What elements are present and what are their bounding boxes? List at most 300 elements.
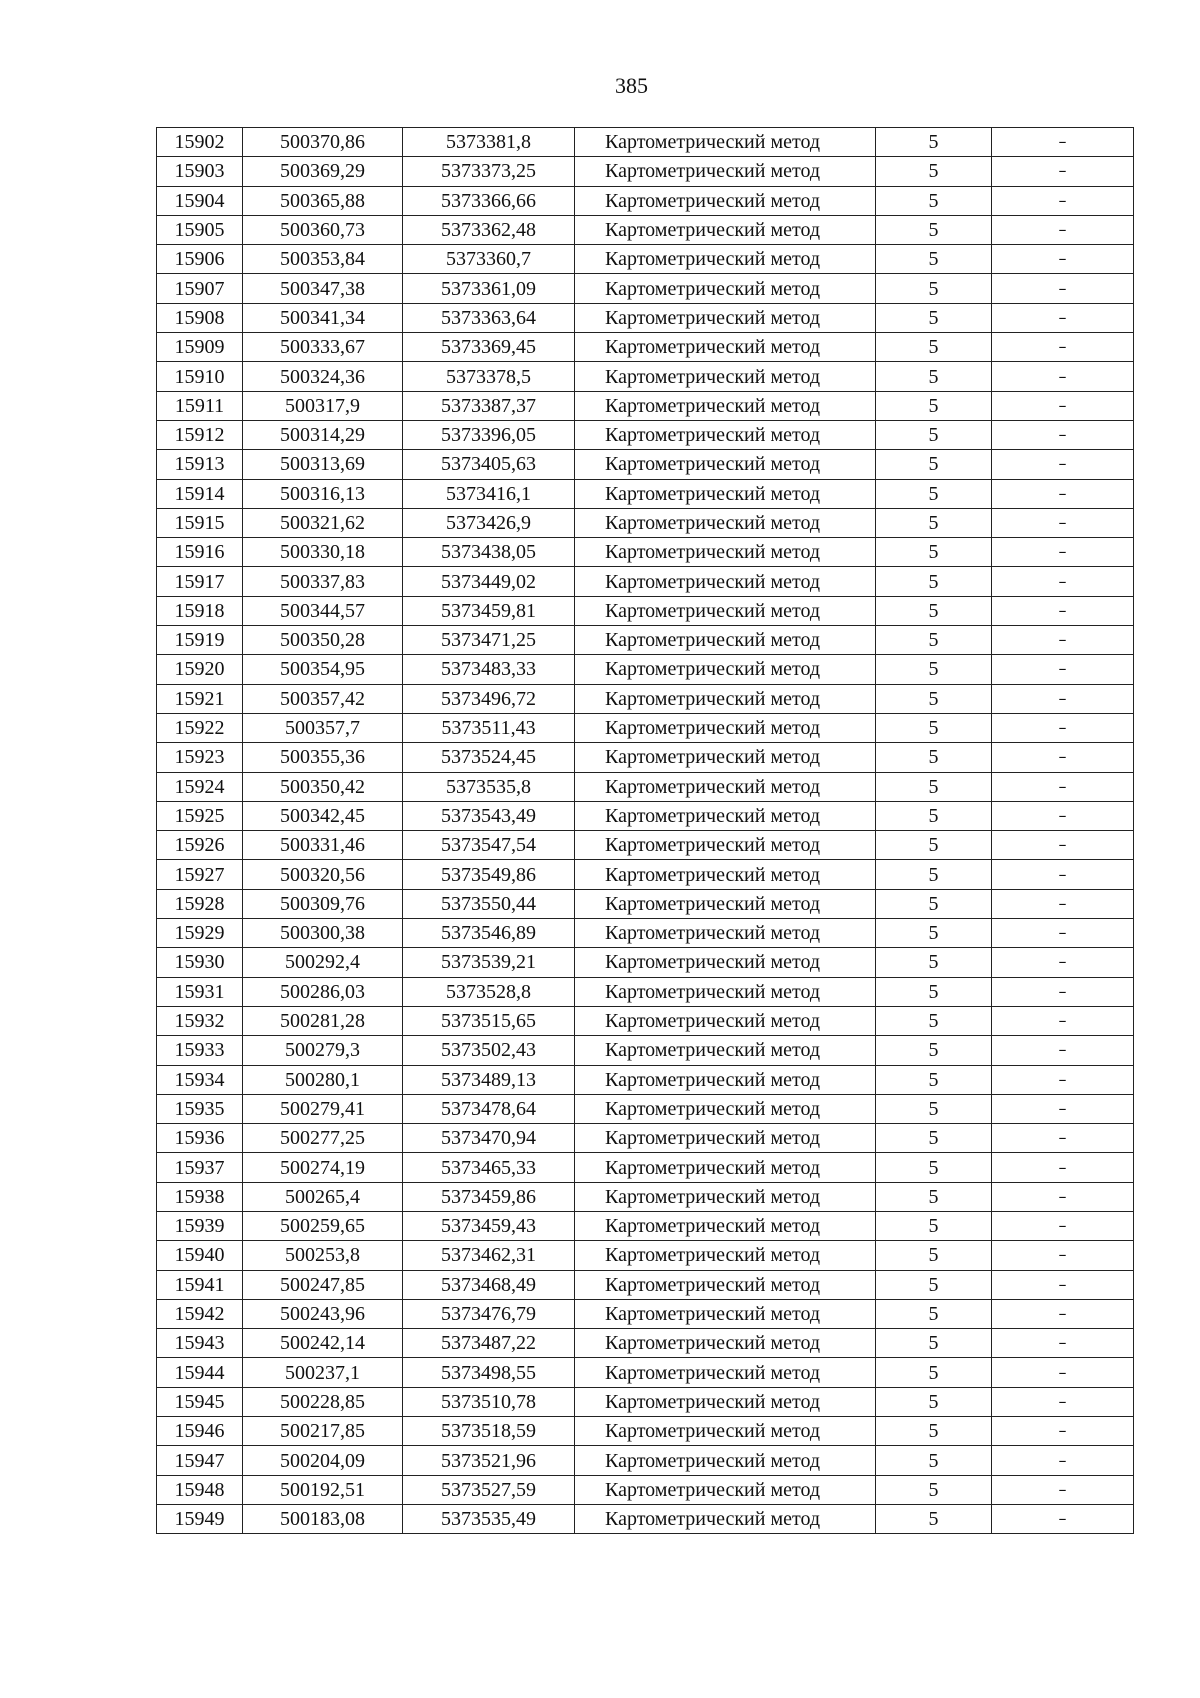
cell-point-number: 15934 bbox=[157, 1065, 243, 1094]
cell-x-coordinate: 500183,08 bbox=[243, 1504, 403, 1533]
cell-description: – bbox=[992, 1299, 1134, 1328]
table-row bbox=[157, 157, 1134, 186]
cell-x-coordinate: 500281,28 bbox=[243, 1006, 403, 1035]
cell-point-number: 15946 bbox=[157, 1417, 243, 1446]
cell-point-number: 15924 bbox=[157, 772, 243, 801]
cell-point-number: 15949 bbox=[157, 1504, 243, 1533]
cell-x-coordinate: 500342,45 bbox=[243, 801, 403, 830]
cell-method: Картометрический метод bbox=[575, 1241, 876, 1270]
cell-description: – bbox=[992, 157, 1134, 186]
cell-description: – bbox=[992, 245, 1134, 274]
cell-point-number: 15936 bbox=[157, 1124, 243, 1153]
table-row bbox=[157, 948, 1134, 977]
cell-point-number: 15931 bbox=[157, 977, 243, 1006]
cell-y-coordinate: 5373476,79 bbox=[403, 1299, 575, 1328]
cell-description: – bbox=[992, 274, 1134, 303]
cell-method: Картометрический метод bbox=[575, 450, 876, 479]
cell-x-coordinate: 500344,57 bbox=[243, 596, 403, 625]
table-row bbox=[157, 450, 1134, 479]
cell-description: – bbox=[992, 772, 1134, 801]
cell-method: Картометрический метод bbox=[575, 626, 876, 655]
cell-y-coordinate: 5373487,22 bbox=[403, 1329, 575, 1358]
cell-y-coordinate: 5373550,44 bbox=[403, 889, 575, 918]
cell-description: – bbox=[992, 1358, 1134, 1387]
cell-accuracy: 5 bbox=[876, 1299, 992, 1328]
table-row bbox=[157, 303, 1134, 332]
table-row bbox=[157, 1270, 1134, 1299]
cell-description: – bbox=[992, 1211, 1134, 1240]
cell-x-coordinate: 500333,67 bbox=[243, 333, 403, 362]
table-row bbox=[157, 1417, 1134, 1446]
cell-method: Картометрический метод bbox=[575, 1358, 876, 1387]
cell-y-coordinate: 5373535,49 bbox=[403, 1504, 575, 1533]
cell-accuracy: 5 bbox=[876, 1504, 992, 1533]
cell-x-coordinate: 500274,19 bbox=[243, 1153, 403, 1182]
cell-x-coordinate: 500247,85 bbox=[243, 1270, 403, 1299]
cell-method: Картометрический метод bbox=[575, 1006, 876, 1035]
cell-description: – bbox=[992, 889, 1134, 918]
cell-accuracy: 5 bbox=[876, 713, 992, 742]
table-row bbox=[157, 1211, 1134, 1240]
cell-y-coordinate: 5373524,45 bbox=[403, 743, 575, 772]
cell-accuracy: 5 bbox=[876, 1358, 992, 1387]
cell-point-number: 15902 bbox=[157, 128, 243, 157]
table-row bbox=[157, 1358, 1134, 1387]
page-number: 385 bbox=[615, 73, 648, 98]
cell-point-number: 15945 bbox=[157, 1387, 243, 1416]
cell-method: Картометрический метод bbox=[575, 831, 876, 860]
cell-y-coordinate: 5373362,48 bbox=[403, 215, 575, 244]
cell-point-number: 15922 bbox=[157, 713, 243, 742]
table-row bbox=[157, 1182, 1134, 1211]
cell-accuracy: 5 bbox=[876, 1006, 992, 1035]
cell-accuracy: 5 bbox=[876, 1446, 992, 1475]
cell-description: – bbox=[992, 391, 1134, 420]
cell-y-coordinate: 5373549,86 bbox=[403, 860, 575, 889]
table-row bbox=[157, 1504, 1134, 1533]
cell-point-number: 15948 bbox=[157, 1475, 243, 1504]
table-row bbox=[157, 801, 1134, 830]
cell-y-coordinate: 5373511,43 bbox=[403, 713, 575, 742]
table-row bbox=[157, 831, 1134, 860]
cell-description: – bbox=[992, 1241, 1134, 1270]
cell-y-coordinate: 5373468,49 bbox=[403, 1270, 575, 1299]
cell-x-coordinate: 500243,96 bbox=[243, 1299, 403, 1328]
table-row bbox=[157, 538, 1134, 567]
cell-y-coordinate: 5373378,5 bbox=[403, 362, 575, 391]
cell-point-number: 15941 bbox=[157, 1270, 243, 1299]
cell-method: Картометрический метод bbox=[575, 186, 876, 215]
cell-x-coordinate: 500347,38 bbox=[243, 274, 403, 303]
cell-x-coordinate: 500242,14 bbox=[243, 1329, 403, 1358]
cell-y-coordinate: 5373405,63 bbox=[403, 450, 575, 479]
cell-description: – bbox=[992, 538, 1134, 567]
cell-description: – bbox=[992, 303, 1134, 332]
table-row bbox=[157, 391, 1134, 420]
cell-description: – bbox=[992, 860, 1134, 889]
cell-accuracy: 5 bbox=[876, 860, 992, 889]
cell-accuracy: 5 bbox=[876, 245, 992, 274]
cell-point-number: 15944 bbox=[157, 1358, 243, 1387]
cell-point-number: 15938 bbox=[157, 1182, 243, 1211]
cell-point-number: 15923 bbox=[157, 743, 243, 772]
cell-accuracy: 5 bbox=[876, 157, 992, 186]
cell-method: Картометрический метод bbox=[575, 889, 876, 918]
table-row bbox=[157, 1036, 1134, 1065]
cell-description: – bbox=[992, 1504, 1134, 1533]
cell-point-number: 15908 bbox=[157, 303, 243, 332]
table-row bbox=[157, 186, 1134, 215]
cell-accuracy: 5 bbox=[876, 1329, 992, 1358]
table-row bbox=[157, 333, 1134, 362]
cell-y-coordinate: 5373387,37 bbox=[403, 391, 575, 420]
cell-point-number: 15906 bbox=[157, 245, 243, 274]
cell-x-coordinate: 500228,85 bbox=[243, 1387, 403, 1416]
cell-x-coordinate: 500309,76 bbox=[243, 889, 403, 918]
table-row bbox=[157, 860, 1134, 889]
cell-accuracy: 5 bbox=[876, 626, 992, 655]
cell-accuracy: 5 bbox=[876, 919, 992, 948]
cell-x-coordinate: 500217,85 bbox=[243, 1417, 403, 1446]
cell-description: – bbox=[992, 1036, 1134, 1065]
cell-description: – bbox=[992, 831, 1134, 860]
cell-description: – bbox=[992, 508, 1134, 537]
cell-accuracy: 5 bbox=[876, 684, 992, 713]
table-row bbox=[157, 626, 1134, 655]
cell-point-number: 15907 bbox=[157, 274, 243, 303]
cell-method: Картометрический метод bbox=[575, 948, 876, 977]
cell-description: – bbox=[992, 450, 1134, 479]
cell-point-number: 15947 bbox=[157, 1446, 243, 1475]
cell-x-coordinate: 500253,8 bbox=[243, 1241, 403, 1270]
cell-accuracy: 5 bbox=[876, 450, 992, 479]
cell-description: – bbox=[992, 596, 1134, 625]
cell-method: Картометрический метод bbox=[575, 596, 876, 625]
cell-accuracy: 5 bbox=[876, 1065, 992, 1094]
cell-description: – bbox=[992, 919, 1134, 948]
cell-y-coordinate: 5373416,1 bbox=[403, 479, 575, 508]
cell-accuracy: 5 bbox=[876, 1475, 992, 1504]
cell-x-coordinate: 500321,62 bbox=[243, 508, 403, 537]
cell-x-coordinate: 500313,69 bbox=[243, 450, 403, 479]
table-row bbox=[157, 1153, 1134, 1182]
cell-point-number: 15917 bbox=[157, 567, 243, 596]
cell-x-coordinate: 500331,46 bbox=[243, 831, 403, 860]
cell-description: – bbox=[992, 743, 1134, 772]
cell-y-coordinate: 5373498,55 bbox=[403, 1358, 575, 1387]
cell-method: Картометрический метод bbox=[575, 1504, 876, 1533]
cell-description: – bbox=[992, 1329, 1134, 1358]
cell-method: Картометрический метод bbox=[575, 303, 876, 332]
table-row bbox=[157, 1475, 1134, 1504]
cell-method: Картометрический метод bbox=[575, 1182, 876, 1211]
table-row bbox=[157, 1329, 1134, 1358]
table-row bbox=[157, 1446, 1134, 1475]
cell-point-number: 15935 bbox=[157, 1094, 243, 1123]
cell-method: Картометрический метод bbox=[575, 362, 876, 391]
cell-method: Картометрический метод bbox=[575, 538, 876, 567]
cell-accuracy: 5 bbox=[876, 1270, 992, 1299]
table-row bbox=[157, 977, 1134, 1006]
cell-description: – bbox=[992, 1475, 1134, 1504]
cell-y-coordinate: 5373438,05 bbox=[403, 538, 575, 567]
table-row bbox=[157, 713, 1134, 742]
cell-x-coordinate: 500337,83 bbox=[243, 567, 403, 596]
cell-accuracy: 5 bbox=[876, 743, 992, 772]
cell-point-number: 15916 bbox=[157, 538, 243, 567]
cell-x-coordinate: 500357,7 bbox=[243, 713, 403, 742]
cell-x-coordinate: 500320,56 bbox=[243, 860, 403, 889]
cell-method: Картометрический метод bbox=[575, 801, 876, 830]
coordinates-table bbox=[156, 127, 1134, 1534]
cell-y-coordinate: 5373470,94 bbox=[403, 1124, 575, 1153]
cell-description: – bbox=[992, 333, 1134, 362]
cell-description: – bbox=[992, 420, 1134, 449]
cell-y-coordinate: 5373547,54 bbox=[403, 831, 575, 860]
cell-accuracy: 5 bbox=[876, 1417, 992, 1446]
cell-x-coordinate: 500353,84 bbox=[243, 245, 403, 274]
cell-point-number: 15903 bbox=[157, 157, 243, 186]
cell-accuracy: 5 bbox=[876, 1094, 992, 1123]
cell-y-coordinate: 5373369,45 bbox=[403, 333, 575, 362]
cell-description: – bbox=[992, 1153, 1134, 1182]
cell-y-coordinate: 5373471,25 bbox=[403, 626, 575, 655]
cell-method: Картометрический метод bbox=[575, 215, 876, 244]
cell-y-coordinate: 5373543,49 bbox=[403, 801, 575, 830]
cell-y-coordinate: 5373396,05 bbox=[403, 420, 575, 449]
cell-description: – bbox=[992, 1387, 1134, 1416]
cell-description: – bbox=[992, 1006, 1134, 1035]
table-row bbox=[157, 245, 1134, 274]
cell-method: Картометрический метод bbox=[575, 977, 876, 1006]
cell-point-number: 15930 bbox=[157, 948, 243, 977]
cell-x-coordinate: 500350,42 bbox=[243, 772, 403, 801]
cell-point-number: 15910 bbox=[157, 362, 243, 391]
cell-accuracy: 5 bbox=[876, 977, 992, 1006]
cell-point-number: 15929 bbox=[157, 919, 243, 948]
cell-x-coordinate: 500357,42 bbox=[243, 684, 403, 713]
table-row bbox=[157, 684, 1134, 713]
cell-accuracy: 5 bbox=[876, 186, 992, 215]
table-row bbox=[157, 1094, 1134, 1123]
cell-method: Картометрический метод bbox=[575, 245, 876, 274]
cell-x-coordinate: 500237,1 bbox=[243, 1358, 403, 1387]
cell-accuracy: 5 bbox=[876, 303, 992, 332]
cell-x-coordinate: 500314,29 bbox=[243, 420, 403, 449]
cell-y-coordinate: 5373366,66 bbox=[403, 186, 575, 215]
cell-x-coordinate: 500341,34 bbox=[243, 303, 403, 332]
cell-y-coordinate: 5373459,86 bbox=[403, 1182, 575, 1211]
cell-method: Картометрический метод bbox=[575, 1211, 876, 1240]
cell-description: – bbox=[992, 626, 1134, 655]
cell-y-coordinate: 5373449,02 bbox=[403, 567, 575, 596]
coordinates-table-body bbox=[157, 128, 1134, 1534]
cell-method: Картометрический метод bbox=[575, 772, 876, 801]
cell-point-number: 15933 bbox=[157, 1036, 243, 1065]
cell-method: Картометрический метод bbox=[575, 1153, 876, 1182]
cell-x-coordinate: 500330,18 bbox=[243, 538, 403, 567]
cell-y-coordinate: 5373527,59 bbox=[403, 1475, 575, 1504]
cell-y-coordinate: 5373459,43 bbox=[403, 1211, 575, 1240]
cell-point-number: 15914 bbox=[157, 479, 243, 508]
cell-point-number: 15909 bbox=[157, 333, 243, 362]
cell-accuracy: 5 bbox=[876, 333, 992, 362]
table-row bbox=[157, 1006, 1134, 1035]
cell-method: Картометрический метод bbox=[575, 1036, 876, 1065]
table-row bbox=[157, 743, 1134, 772]
cell-y-coordinate: 5373478,64 bbox=[403, 1094, 575, 1123]
cell-point-number: 15939 bbox=[157, 1211, 243, 1240]
cell-description: – bbox=[992, 1417, 1134, 1446]
cell-point-number: 15932 bbox=[157, 1006, 243, 1035]
cell-method: Картометрический метод bbox=[575, 1065, 876, 1094]
cell-accuracy: 5 bbox=[876, 567, 992, 596]
cell-point-number: 15943 bbox=[157, 1329, 243, 1358]
cell-y-coordinate: 5373535,8 bbox=[403, 772, 575, 801]
cell-y-coordinate: 5373465,33 bbox=[403, 1153, 575, 1182]
table-row bbox=[157, 1299, 1134, 1328]
cell-point-number: 15925 bbox=[157, 801, 243, 830]
cell-x-coordinate: 500354,95 bbox=[243, 655, 403, 684]
cell-y-coordinate: 5373373,25 bbox=[403, 157, 575, 186]
cell-x-coordinate: 500265,4 bbox=[243, 1182, 403, 1211]
table-row bbox=[157, 567, 1134, 596]
cell-method: Картометрический метод bbox=[575, 655, 876, 684]
cell-y-coordinate: 5373462,31 bbox=[403, 1241, 575, 1270]
cell-method: Картометрический метод bbox=[575, 743, 876, 772]
table-row bbox=[157, 1241, 1134, 1270]
cell-method: Картометрический метод bbox=[575, 479, 876, 508]
cell-method: Картометрический метод bbox=[575, 713, 876, 742]
cell-accuracy: 5 bbox=[876, 596, 992, 625]
cell-method: Картометрический метод bbox=[575, 420, 876, 449]
cell-x-coordinate: 500317,9 bbox=[243, 391, 403, 420]
cell-y-coordinate: 5373489,13 bbox=[403, 1065, 575, 1094]
cell-point-number: 15920 bbox=[157, 655, 243, 684]
cell-accuracy: 5 bbox=[876, 889, 992, 918]
cell-method: Картометрический метод bbox=[575, 1094, 876, 1123]
cell-method: Картометрический метод bbox=[575, 1446, 876, 1475]
table-row bbox=[157, 479, 1134, 508]
cell-point-number: 15927 bbox=[157, 860, 243, 889]
cell-accuracy: 5 bbox=[876, 479, 992, 508]
cell-point-number: 15912 bbox=[157, 420, 243, 449]
cell-accuracy: 5 bbox=[876, 1182, 992, 1211]
cell-accuracy: 5 bbox=[876, 1387, 992, 1416]
cell-y-coordinate: 5373381,8 bbox=[403, 128, 575, 157]
cell-y-coordinate: 5373459,81 bbox=[403, 596, 575, 625]
cell-x-coordinate: 500192,51 bbox=[243, 1475, 403, 1504]
cell-y-coordinate: 5373515,65 bbox=[403, 1006, 575, 1035]
table-row bbox=[157, 596, 1134, 625]
cell-description: – bbox=[992, 1182, 1134, 1211]
cell-accuracy: 5 bbox=[876, 508, 992, 537]
cell-point-number: 15904 bbox=[157, 186, 243, 215]
table-row bbox=[157, 919, 1134, 948]
cell-description: – bbox=[992, 1270, 1134, 1299]
cell-accuracy: 5 bbox=[876, 1153, 992, 1182]
cell-x-coordinate: 500370,86 bbox=[243, 128, 403, 157]
cell-accuracy: 5 bbox=[876, 215, 992, 244]
cell-point-number: 15919 bbox=[157, 626, 243, 655]
cell-point-number: 15911 bbox=[157, 391, 243, 420]
cell-method: Картометрический метод bbox=[575, 157, 876, 186]
cell-method: Картометрический метод bbox=[575, 919, 876, 948]
cell-point-number: 15942 bbox=[157, 1299, 243, 1328]
cell-method: Картометрический метод bbox=[575, 128, 876, 157]
cell-x-coordinate: 500292,4 bbox=[243, 948, 403, 977]
table-row bbox=[157, 772, 1134, 801]
cell-accuracy: 5 bbox=[876, 128, 992, 157]
cell-method: Картометрический метод bbox=[575, 1124, 876, 1153]
table-row bbox=[157, 362, 1134, 391]
cell-accuracy: 5 bbox=[876, 1124, 992, 1153]
table-row bbox=[157, 274, 1134, 303]
cell-description: – bbox=[992, 186, 1134, 215]
cell-accuracy: 5 bbox=[876, 362, 992, 391]
cell-x-coordinate: 500300,38 bbox=[243, 919, 403, 948]
cell-accuracy: 5 bbox=[876, 420, 992, 449]
cell-method: Картометрический метод bbox=[575, 860, 876, 889]
cell-y-coordinate: 5373502,43 bbox=[403, 1036, 575, 1065]
table-row bbox=[157, 128, 1134, 157]
cell-description: – bbox=[992, 1446, 1134, 1475]
cell-accuracy: 5 bbox=[876, 391, 992, 420]
cell-x-coordinate: 500355,36 bbox=[243, 743, 403, 772]
cell-y-coordinate: 5373510,78 bbox=[403, 1387, 575, 1416]
cell-method: Картометрический метод bbox=[575, 391, 876, 420]
cell-y-coordinate: 5373528,8 bbox=[403, 977, 575, 1006]
table-row bbox=[157, 889, 1134, 918]
cell-method: Картометрический метод bbox=[575, 1417, 876, 1446]
cell-y-coordinate: 5373360,7 bbox=[403, 245, 575, 274]
cell-accuracy: 5 bbox=[876, 538, 992, 567]
cell-description: – bbox=[992, 1094, 1134, 1123]
cell-accuracy: 5 bbox=[876, 1241, 992, 1270]
cell-method: Картометрический метод bbox=[575, 1329, 876, 1358]
cell-description: – bbox=[992, 801, 1134, 830]
cell-description: – bbox=[992, 128, 1134, 157]
cell-point-number: 15915 bbox=[157, 508, 243, 537]
cell-description: – bbox=[992, 977, 1134, 1006]
cell-accuracy: 5 bbox=[876, 801, 992, 830]
table-row bbox=[157, 1124, 1134, 1153]
cell-description: – bbox=[992, 655, 1134, 684]
cell-method: Картометрический метод bbox=[575, 567, 876, 596]
cell-y-coordinate: 5373483,33 bbox=[403, 655, 575, 684]
cell-accuracy: 5 bbox=[876, 655, 992, 684]
cell-point-number: 15905 bbox=[157, 215, 243, 244]
cell-x-coordinate: 500286,03 bbox=[243, 977, 403, 1006]
cell-accuracy: 5 bbox=[876, 1036, 992, 1065]
cell-y-coordinate: 5373546,89 bbox=[403, 919, 575, 948]
cell-point-number: 15937 bbox=[157, 1153, 243, 1182]
cell-x-coordinate: 500369,29 bbox=[243, 157, 403, 186]
cell-description: – bbox=[992, 362, 1134, 391]
cell-method: Картометрический метод bbox=[575, 1387, 876, 1416]
cell-x-coordinate: 500204,09 bbox=[243, 1446, 403, 1475]
cell-description: – bbox=[992, 684, 1134, 713]
table-row bbox=[157, 655, 1134, 684]
cell-description: – bbox=[992, 713, 1134, 742]
cell-y-coordinate: 5373361,09 bbox=[403, 274, 575, 303]
cell-point-number: 15926 bbox=[157, 831, 243, 860]
cell-y-coordinate: 5373496,72 bbox=[403, 684, 575, 713]
cell-x-coordinate: 500350,28 bbox=[243, 626, 403, 655]
cell-method: Картометрический метод bbox=[575, 508, 876, 537]
cell-y-coordinate: 5373521,96 bbox=[403, 1446, 575, 1475]
cell-y-coordinate: 5373426,9 bbox=[403, 508, 575, 537]
